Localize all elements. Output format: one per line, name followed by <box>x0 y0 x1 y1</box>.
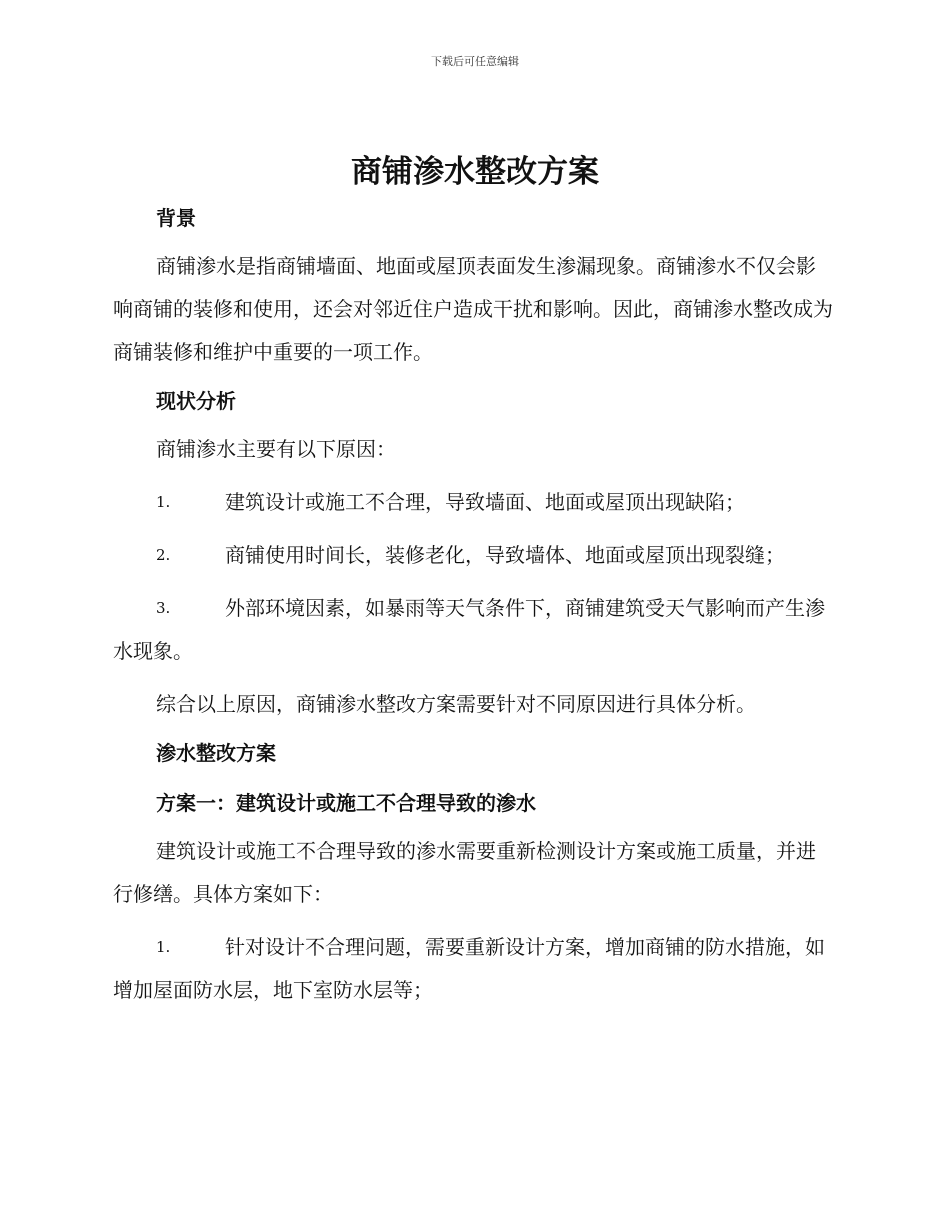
list-item <box>113 534 835 577</box>
list-item <box>113 481 835 524</box>
section-heading-plan: 渗水整改方案 <box>156 741 276 765</box>
list-number: 2. <box>156 546 171 564</box>
list-text: 外部环境因素，如暴雨等天气条件下，商铺建筑受天气影响而产生渗水现象。 <box>113 596 825 663</box>
analysis-summary: 综合以上原因，商铺渗水整改方案需要针对不同原因进行具体分析。 <box>156 692 756 716</box>
list-item <box>113 926 835 1012</box>
list-text: 商铺使用时间长，装修老化，导致墙体、地面或屋顶出现裂缝； <box>225 543 785 567</box>
plan-sub-heading: 方案一：建筑设计或施工不合理导致的渗水 <box>156 791 536 815</box>
list-text: 针对设计不合理问题，需要重新设计方案，增加商铺的防水措施，如增加屋面防水层，地下室防水层等； <box>113 935 825 1002</box>
analysis-intro: 商铺渗水主要有以下原因： <box>156 437 396 461</box>
section-heading-background: 背景 <box>156 206 196 230</box>
list-number: 1. <box>156 938 171 956</box>
plan-paragraph: 建筑设计或施工不合理导致的渗水需要重新检测设计方案或施工质量，并进行修缮。具体方案如下： <box>113 839 816 906</box>
header-note: 下载后可任意编辑 <box>431 55 519 68</box>
document-title: 商铺渗水整改方案 <box>351 154 599 190</box>
list-item <box>113 587 835 673</box>
document-body <box>113 203 835 1012</box>
list-number: 3. <box>156 599 171 617</box>
section-heading-analysis: 现状分析 <box>156 389 236 413</box>
list-number: 1. <box>156 493 171 511</box>
list-text: 建筑设计或施工不合理，导致墙面、地面或屋顶出现缺陷； <box>225 490 745 514</box>
background-paragraph: 商铺渗水是指商铺墙面、地面或屋顶表面发生渗漏现象。商铺渗水不仅会影响商铺的装修和使用，还会对邻近住户造成干扰和影响。因此，商铺渗水整改成为商铺装修和维护中重要的一项工作。 <box>113 254 833 364</box>
